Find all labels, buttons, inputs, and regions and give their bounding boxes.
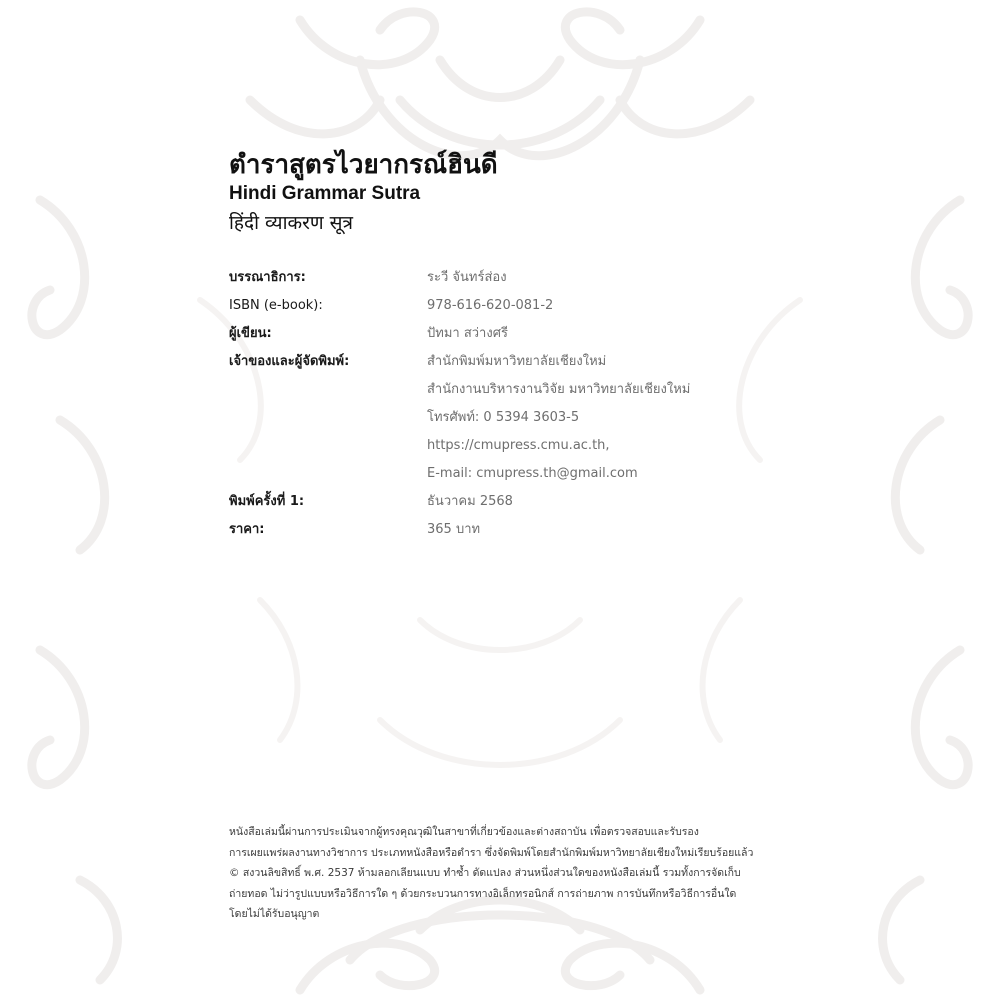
title-thai: ตำราสูตรไวยากรณ์ฮินดี bbox=[229, 150, 498, 180]
price-value: 365 บาท bbox=[427, 522, 481, 537]
notice-line: ถ่ายทอด ไม่ว่ารูปแบบหรือวิธีการใด ๆ ด้วยกระบวนการทางอิเล็กทรอนิกส์ การถ่ายภาพ การบันทึกหรือวิธีการอื่นใด bbox=[229, 887, 737, 900]
publisher-phone: โทรศัพท์: 0 5394 3603-5 bbox=[427, 410, 580, 425]
publisher-website-row bbox=[229, 432, 789, 460]
first-print-row bbox=[229, 488, 789, 516]
publisher-row bbox=[229, 348, 789, 376]
notice-line: การเผยแพร่ผลงานทางวิชาการ ประเภทหนังสือหรือตำรา ซึ่งจัดพิมพ์โดยสำนักพิมพ์มหาวิทยาลัยเชียงใหม่เรียบร้อยแล้ว bbox=[229, 846, 754, 859]
publisher-website: https://cmupress.cmu.ac.th, bbox=[427, 438, 610, 453]
title-block bbox=[229, 148, 498, 238]
publisher-email-row bbox=[229, 460, 789, 488]
notice-line: © สงวนลิขสิทธิ์ พ.ศ. 2537 ห้ามลอกเลียนแบบ ทำซ้ำ ดัดแปลง ส่วนหนึ่งส่วนใดของหนังสือเล่มนี้ รวมทั้งการจัดเก็บ bbox=[229, 867, 741, 879]
isbn-row bbox=[229, 292, 789, 320]
price-row bbox=[229, 516, 789, 544]
price-label: ราคา: bbox=[229, 522, 265, 537]
publication-details bbox=[229, 264, 789, 544]
author-label: ผู้เขียน: bbox=[229, 326, 272, 341]
publisher-email: E-mail: cmupress.th@gmail.com bbox=[427, 466, 638, 481]
publisher-label: เจ้าของและผู้จัดพิมพ์: bbox=[229, 354, 350, 369]
author-value: ปัทมา สว่างศรี bbox=[427, 326, 508, 341]
first-print-value: ธันวาคม 2568 bbox=[427, 494, 513, 509]
isbn-label: ISBN (e-book): bbox=[229, 298, 323, 313]
publisher-phone-row bbox=[229, 404, 789, 432]
editor-label: บรรณาธิการ: bbox=[229, 270, 306, 285]
author-row bbox=[229, 320, 789, 348]
copyright-notice bbox=[229, 822, 774, 925]
first-print-label: พิมพ์ครั้งที่ 1: bbox=[229, 494, 305, 509]
publisher-office-row bbox=[229, 376, 789, 404]
notice-line: โดยไม่ได้รับอนุญาต bbox=[229, 908, 320, 920]
isbn-value: 978-616-620-081-2 bbox=[427, 298, 554, 313]
title-english: Hindi Grammar Sutra bbox=[229, 183, 421, 204]
publisher-name: สำนักพิมพ์มหาวิทยาลัยเชียงใหม่ bbox=[427, 354, 607, 369]
notice-line: หนังสือเล่มนี้ผ่านการประเมินจากผู้ทรงคุณวุฒิในสาขาที่เกี่ยวข้องและต่างสถาบัน เพื่อตรวจสอบและรับรอง bbox=[229, 826, 699, 838]
title-hindi: हिंदी व्याकरण सूत्र bbox=[229, 212, 353, 234]
editor-row bbox=[229, 264, 789, 292]
publisher-office: สำนักงานบริหารงานวิจัย มหาวิทยาลัยเชียงใหม่ bbox=[427, 382, 691, 397]
editor-value: ระวี จันทร์ส่อง bbox=[427, 270, 507, 285]
